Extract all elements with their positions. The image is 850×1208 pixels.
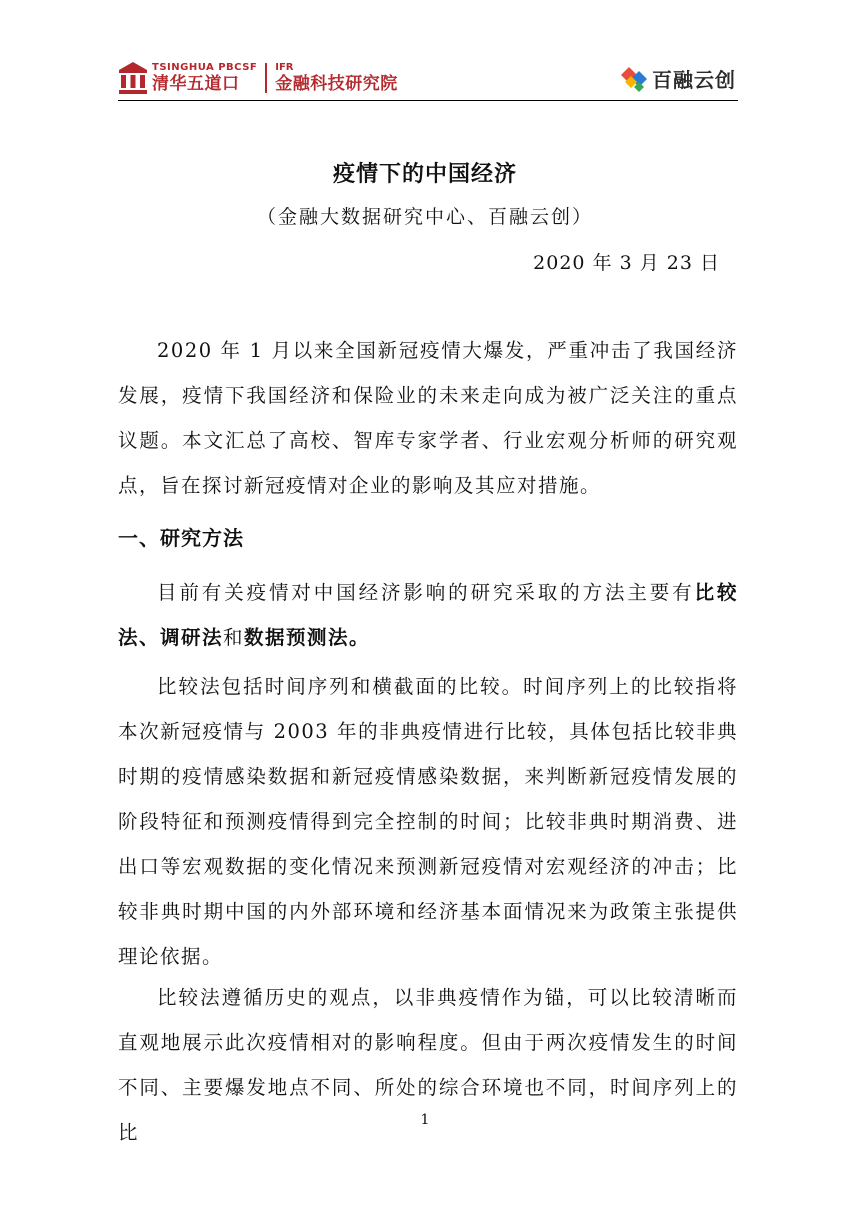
methods-connector: 和	[223, 626, 245, 649]
document-date: 2020 年 3 月 23 日	[533, 252, 720, 274]
ifr-en-name: IFR	[275, 62, 294, 73]
bairong-diamond-icon	[620, 66, 648, 92]
method-compare-survey: 比较法、调研法	[118, 581, 738, 649]
methods-lead: 目前有关疫情对中国经济影响的研究采取的方法主要有	[157, 581, 695, 604]
history-paragraph: 比较法遵循历史的观点，以非典疫情作为锚，可以比较清晰而直观地展示此次疫情相对的影响程度。但由于两次疫情发生的时间不同、主要爆发地点不同、所处的综合环境也不同，时间序列上的比	[118, 986, 738, 1144]
method-data-forecast: 数据预测法。	[244, 626, 371, 649]
page-header	[118, 52, 738, 102]
intro-paragraph: 2020 年 1 月以来全国新冠疫情大爆发，严重冲击了我国经济发展，疫情下我国经济和保险业的未来走向成为被广泛关注的重点议题。本文汇总了高校、智库专家学者、行业宏观分析师的研究观点，旨在探讨新冠疫情对企业的影响及其应对措施。	[118, 339, 738, 497]
partner-name: 百融云创	[652, 68, 736, 92]
page-number: 1	[420, 1112, 430, 1128]
section-heading: 一、研究方法	[118, 526, 244, 550]
methods-paragraph	[118, 570, 738, 660]
document-title: 疫情下的中国经济	[332, 162, 517, 187]
tsinghua-cn-name: 清华五道口	[152, 74, 240, 94]
ifr-cn-name: 金融科技研究院	[275, 74, 398, 94]
comparison-paragraph: 比较法包括时间序列和横截面的比较。时间序列上的比较指将本次新冠疫情与 2003 年的非典疫情进行比较，具体包括比较非典时期的疫情感染数据和新冠疫情感染数据，来判断新冠疫情发展的阶段特征和预测疫情得到完全控制的时间；比较非典时期消费、进出口等宏观数据的变化情况来预测新冠疫情对宏观经济的冲击；比较非典时期中国的内外部环境和经济基本面情况来为政策主张提供理论依据。	[118, 675, 738, 968]
tsinghua-pbcsf-logo	[118, 58, 398, 98]
tsinghua-en-name: TSINGHUA PBCSF	[152, 62, 258, 73]
logo-divider	[265, 63, 267, 93]
bairong-logo	[620, 64, 736, 93]
document-subtitle: （金融大数据研究中心、百融云创）	[256, 206, 593, 228]
header-rule	[118, 100, 738, 101]
tsinghua-emblem-icon	[118, 61, 148, 95]
